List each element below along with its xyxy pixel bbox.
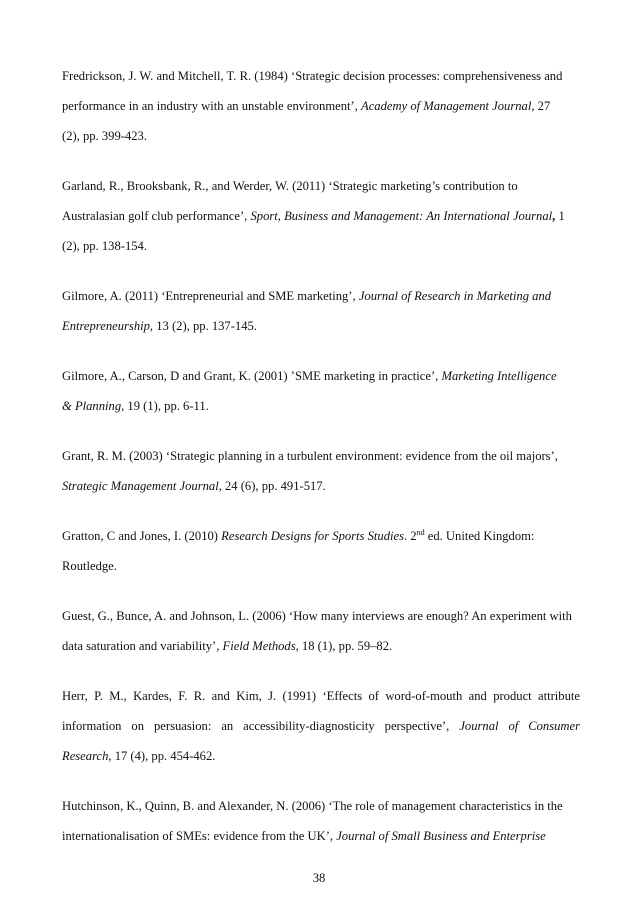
reference-text: ed. United Kingdom: [424, 529, 535, 543]
reference-text: , 24 (6), pp. 491-517. [218, 479, 326, 493]
reference-text: , 17 (4), pp. 454-462. [108, 749, 216, 763]
reference-line [62, 61, 580, 91]
reference-entry [62, 521, 580, 581]
reference-text: Hutchinson, K., Quinn, B. and Alexander, N. (2006) ‘The role of management characteristics in the [62, 799, 563, 813]
reference-italic-text: Strategic Management Journal [62, 479, 219, 493]
reference-italic-text: Field Methods [222, 639, 296, 653]
reference-line [62, 821, 580, 851]
reference-line [62, 791, 580, 821]
reference-text: Gilmore, A., Carson, D and Grant, K. (2001) ’SME marketing in practice’, [62, 369, 442, 383]
reference-line [62, 601, 580, 631]
reference-line [62, 551, 580, 581]
reference-text: Herr, P. M., Kardes, F. R. and Kim, J. (1991) ‘Effects of word-of-mouth and product attribute [62, 689, 580, 703]
reference-text: (2), pp. 138-154. [62, 239, 147, 253]
reference-line [62, 711, 580, 741]
reference-text: . 2 [404, 529, 417, 543]
reference-entry [62, 791, 580, 851]
reference-text: , 27 [531, 99, 551, 113]
reference-italic-text: Research Designs for Sports Studies [221, 529, 404, 543]
reference-entry [62, 601, 580, 661]
reference-line [62, 171, 580, 201]
reference-italic-text: Journal of Small Business and Enterprise [336, 829, 546, 843]
reference-text: , [552, 209, 559, 223]
reference-text: internationalisation of SMEs: evidence from the UK’, [62, 829, 337, 843]
reference-text: Guest, G., Bunce, A. and Johnson, L. (2006) ‘How many interviews are enough? An experiment with [62, 609, 572, 623]
reference-text: Gilmore, A. (2011) ‘Entrepreneurial and SME marketing’, [62, 289, 359, 303]
reference-line [62, 231, 580, 261]
reference-text: Fredrickson, J. W. and Mitchell, T. R. (1984) ‘Strategic decision processes: comprehensiveness and [62, 69, 563, 83]
reference-line [62, 311, 580, 341]
reference-italic-text: Journal of Research in Marketing and [358, 289, 552, 303]
reference-italic-text: Journal of Consumer [459, 719, 580, 733]
reference-text: Garland, R., Brooksbank, R., and Werder, W. (2011) ‘Strategic marketing’s contribution to [62, 179, 518, 193]
reference-text: , 19 (1), pp. 6-11. [121, 399, 209, 413]
reference-entry [62, 361, 580, 421]
reference-line [62, 361, 580, 391]
reference-italic-text: Entrepreneurship [62, 319, 150, 333]
reference-text: , 18 (1), pp. 59–82. [295, 639, 393, 653]
reference-line [62, 681, 580, 711]
reference-text: Routledge. [62, 559, 117, 573]
reference-entry [62, 171, 580, 261]
reference-line [62, 441, 580, 471]
reference-text: performance in an industry with an unstable environment’, [62, 99, 362, 113]
reference-text: Gratton, C and Jones, I. (2010) [62, 529, 222, 543]
reference-italic-text: Marketing Intelligence [441, 369, 557, 383]
reference-italic-text: Research [62, 749, 109, 763]
reference-italic-text: Academy of Management Journal [361, 99, 532, 113]
reference-text: (2), pp. 399-423. [62, 129, 147, 143]
reference-line [62, 391, 580, 421]
reference-line [62, 91, 580, 121]
reference-italic-text: & Planning [62, 399, 122, 413]
reference-entry [62, 681, 580, 771]
reference-line [62, 471, 580, 501]
reference-text: 1 [558, 209, 565, 223]
reference-text: data saturation and variability’, [62, 639, 223, 653]
page-number: 38 [312, 871, 326, 885]
reference-line [62, 521, 580, 551]
reference-italic-text: Sport, Business and Management: An International Journal [250, 209, 553, 223]
reference-line [62, 631, 580, 661]
reference-entry [62, 61, 580, 151]
reference-entry [62, 441, 580, 501]
reference-text: nd [416, 527, 425, 537]
reference-entry [62, 281, 580, 341]
reference-text: Australasian golf club performance’, [62, 209, 251, 223]
reference-line [62, 741, 580, 771]
reference-text: , 13 (2), pp. 137-145. [149, 319, 257, 333]
reference-line [62, 201, 580, 231]
reference-text: information on persuasion: an accessibility-diagnosticity perspective’, [62, 719, 460, 733]
reference-text: Grant, R. M. (2003) ‘Strategic planning in a turbulent environment: evidence from the oil majors’, [62, 449, 558, 463]
reference-line [62, 121, 580, 151]
reference-line [62, 281, 580, 311]
reference-list [62, 61, 580, 871]
